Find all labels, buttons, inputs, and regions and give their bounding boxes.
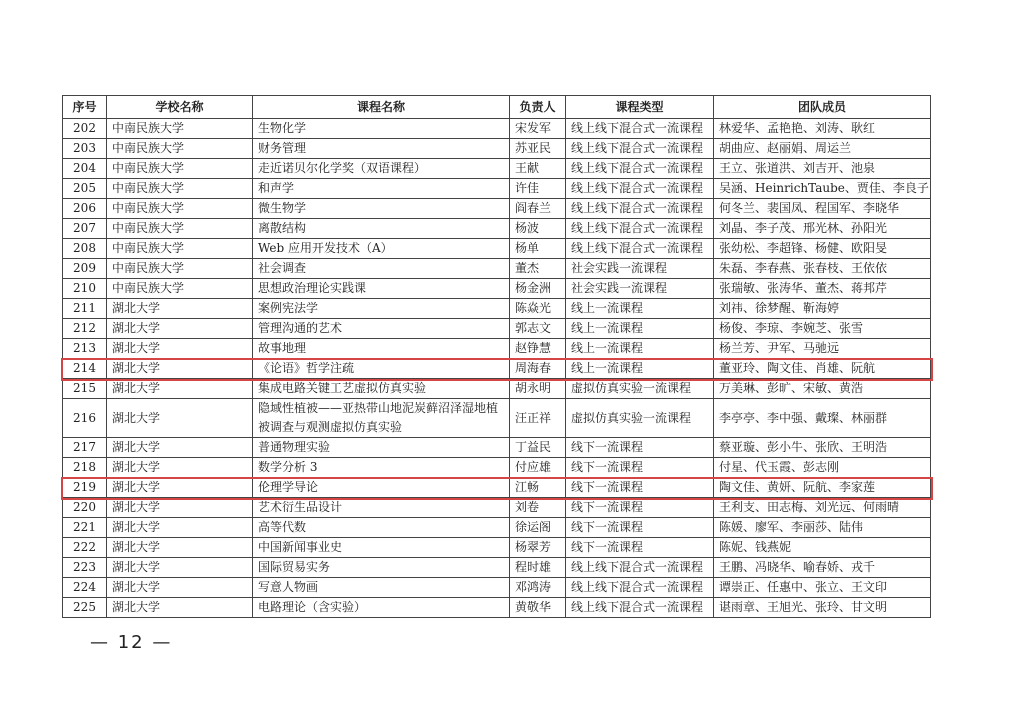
cell-course: 艺术衍生品设计 [253,498,510,518]
cell-lead: 胡永明 [510,379,566,399]
table-row [63,458,931,478]
cell-team: 刘晶、李子茂、邢光林、孙阳光 [714,219,931,239]
cell-type: 线上线下混合式一流课程 [566,578,714,598]
table-row [63,498,931,518]
cell-lead: 陈焱光 [510,299,566,319]
cell-type: 社会实践一流课程 [566,279,714,299]
cell-no: 217 [63,438,107,458]
table-row [63,199,931,219]
cell-type: 社会实践一流课程 [566,259,714,279]
cell-team: 胡曲应、赵丽娟、周运兰 [714,139,931,159]
cell-type: 线上线下混合式一流课程 [566,219,714,239]
cell-lead: 王献 [510,159,566,179]
cell-school: 湖北大学 [107,299,253,319]
cell-type: 线上线下混合式一流课程 [566,159,714,179]
cell-type: 线下一流课程 [566,538,714,558]
cell-team: 陈妮、钱燕妮 [714,538,931,558]
cell-no: 222 [63,538,107,558]
cell-type: 线下一流课程 [566,518,714,538]
cell-lead: 徐运阁 [510,518,566,538]
cell-school: 中南民族大学 [107,239,253,259]
cell-type: 线上线下混合式一流课程 [566,139,714,159]
cell-course: 案例宪法学 [253,299,510,319]
header-lead: 负责人 [510,96,566,119]
cell-school: 湖北大学 [107,319,253,339]
table-row [63,538,931,558]
cell-no: 225 [63,598,107,618]
cell-type: 线下一流课程 [566,478,714,498]
cell-type: 虚拟仿真实验一流课程 [566,399,714,438]
cell-team: 刘祎、徐梦醒、靳海婷 [714,299,931,319]
table-body [63,119,931,618]
cell-school: 中南民族大学 [107,159,253,179]
cell-no: 204 [63,159,107,179]
table-row [63,279,931,299]
cell-type: 线上线下混合式一流课程 [566,199,714,219]
table-row [63,299,931,319]
table-row [63,598,931,618]
table-row [63,399,931,438]
cell-lead: 周海春 [510,359,566,379]
table-row [63,119,931,139]
cell-lead: 杨波 [510,219,566,239]
cell-no: 210 [63,279,107,299]
cell-school: 中南民族大学 [107,219,253,239]
cell-lead: 杨单 [510,239,566,259]
cell-course: 伦理学导论 [253,478,510,498]
cell-team: 付星、代玉霞、彭志刚 [714,458,931,478]
cell-type: 线上线下混合式一流课程 [566,119,714,139]
cell-school: 湖北大学 [107,498,253,518]
cell-type: 线上一流课程 [566,299,714,319]
cell-course: 和声学 [253,179,510,199]
cell-team: 张瑞敏、张涛华、董杰、蒋邦芹 [714,279,931,299]
cell-no: 212 [63,319,107,339]
cell-school: 中南民族大学 [107,199,253,219]
cell-course: 隐域性植被——亚热带山地泥炭藓沼泽湿地植被调查与观测虚拟仿真实验 [253,399,510,438]
cell-lead: 邓鸿涛 [510,578,566,598]
cell-school: 湖北大学 [107,558,253,578]
cell-team: 林爱华、孟艳艳、刘涛、耿红 [714,119,931,139]
cell-no: 202 [63,119,107,139]
cell-course: 国际贸易实务 [253,558,510,578]
cell-team: 张幼松、李超锋、杨健、欧阳旻 [714,239,931,259]
cell-no: 211 [63,299,107,319]
cell-no: 209 [63,259,107,279]
cell-lead: 许佳 [510,179,566,199]
cell-no: 208 [63,239,107,259]
cell-no: 215 [63,379,107,399]
cell-no: 203 [63,139,107,159]
header-type: 课程类型 [566,96,714,119]
table-header-row [63,96,931,119]
header-school: 学校名称 [107,96,253,119]
cell-no: 221 [63,518,107,538]
header-course: 课程名称 [253,96,510,119]
cell-no: 214 [63,359,107,379]
cell-type: 线上线下混合式一流课程 [566,239,714,259]
cell-lead: 黄敬华 [510,598,566,618]
table-row [63,558,931,578]
cell-no: 218 [63,458,107,478]
course-table [62,95,931,618]
cell-team: 杨兰芳、尹军、马驰远 [714,339,931,359]
cell-lead: 杨金洲 [510,279,566,299]
cell-school: 湖北大学 [107,518,253,538]
cell-school: 湖北大学 [107,379,253,399]
cell-course: 管理沟通的艺术 [253,319,510,339]
cell-no: 205 [63,179,107,199]
cell-lead: 苏亚民 [510,139,566,159]
table-row [63,239,931,259]
cell-type: 线上线下混合式一流课程 [566,558,714,578]
cell-team: 蔡亚璇、彭小牛、张欣、王明浩 [714,438,931,458]
cell-type: 线上线下混合式一流课程 [566,598,714,618]
cell-school: 湖北大学 [107,359,253,379]
cell-type: 线上一流课程 [566,339,714,359]
table-row [63,179,931,199]
cell-course: 社会调查 [253,259,510,279]
table-row [63,359,931,379]
table-row [63,339,931,359]
cell-team: 朱磊、李春燕、张春枝、王依依 [714,259,931,279]
cell-lead: 阎春兰 [510,199,566,219]
cell-course: 电路理论（含实验） [253,598,510,618]
cell-school: 中南民族大学 [107,279,253,299]
cell-course: 生物化学 [253,119,510,139]
cell-no: 219 [63,478,107,498]
cell-team: 陈媛、廖军、李丽莎、陆伟 [714,518,931,538]
cell-type: 线下一流课程 [566,438,714,458]
cell-school: 湖北大学 [107,598,253,618]
cell-course: 高等代数 [253,518,510,538]
cell-lead: 宋发军 [510,119,566,139]
cell-course: 中国新闻事业史 [253,538,510,558]
table-row [63,319,931,339]
cell-school: 湖北大学 [107,478,253,498]
cell-team: 万美琳、彭旷、宋敏、黄浩 [714,379,931,399]
cell-school: 湖北大学 [107,578,253,598]
page-number: — 12 — [90,632,173,653]
table-row [63,159,931,179]
cell-course: 故事地理 [253,339,510,359]
cell-course: 集成电路关键工艺虚拟仿真实验 [253,379,510,399]
cell-type: 线上一流课程 [566,359,714,379]
cell-school: 湖北大学 [107,438,253,458]
cell-lead: 刘卷 [510,498,566,518]
cell-no: 206 [63,199,107,219]
cell-school: 湖北大学 [107,399,253,438]
cell-team: 谭崇正、任惠中、张立、王文印 [714,578,931,598]
cell-school: 湖北大学 [107,538,253,558]
cell-school: 中南民族大学 [107,119,253,139]
cell-lead: 郭志文 [510,319,566,339]
table-row [63,259,931,279]
cell-school: 中南民族大学 [107,259,253,279]
table-row [63,438,931,458]
cell-school: 湖北大学 [107,339,253,359]
cell-course: Web 应用开发技术（A） [253,239,510,259]
cell-school: 中南民族大学 [107,179,253,199]
cell-course: 离散结构 [253,219,510,239]
cell-lead: 汪正祥 [510,399,566,438]
cell-type: 虚拟仿真实验一流课程 [566,379,714,399]
cell-team: 王利支、田志梅、刘光远、何雨晴 [714,498,931,518]
cell-type: 线下一流课程 [566,498,714,518]
cell-team: 李亭亭、李中强、戴璨、林丽群 [714,399,931,438]
table-row [63,478,931,498]
cell-course: 《论语》哲学注疏 [253,359,510,379]
cell-course: 走近诺贝尔化学奖（双语课程） [253,159,510,179]
cell-team: 董亚玲、陶文佳、肖雄、阮航 [714,359,931,379]
cell-team: 谌雨章、王旭光、张玲、甘文明 [714,598,931,618]
cell-no: 207 [63,219,107,239]
cell-course: 财务管理 [253,139,510,159]
table-row [63,578,931,598]
cell-lead: 江畅 [510,478,566,498]
cell-lead: 赵铮慧 [510,339,566,359]
cell-lead: 董杰 [510,259,566,279]
cell-school: 湖北大学 [107,458,253,478]
cell-no: 213 [63,339,107,359]
cell-no: 223 [63,558,107,578]
cell-course: 数学分析 3 [253,458,510,478]
cell-team: 杨俊、李琼、李婉芝、张雪 [714,319,931,339]
cell-type: 线下一流课程 [566,458,714,478]
cell-type: 线上一流课程 [566,319,714,339]
table-row [63,518,931,538]
cell-team: 王立、张道洪、刘吉开、池泉 [714,159,931,179]
cell-no: 224 [63,578,107,598]
cell-course: 写意人物画 [253,578,510,598]
cell-lead: 付应雄 [510,458,566,478]
cell-team: 何冬兰、裴国凤、程国军、李晓华 [714,199,931,219]
cell-type: 线上线下混合式一流课程 [566,179,714,199]
table-row [63,219,931,239]
cell-lead: 杨翠芳 [510,538,566,558]
table-row [63,379,931,399]
cell-course: 微生物学 [253,199,510,219]
cell-lead: 丁益民 [510,438,566,458]
cell-team: 王鹏、冯晓华、喻春娇、戎千 [714,558,931,578]
cell-lead: 程时雄 [510,558,566,578]
cell-no: 220 [63,498,107,518]
cell-school: 中南民族大学 [107,139,253,159]
header-no: 序号 [63,96,107,119]
table-row [63,139,931,159]
header-team: 团队成员 [714,96,931,119]
cell-team: 陶文佳、黄妍、阮航、李家莲 [714,478,931,498]
cell-course: 普通物理实验 [253,438,510,458]
cell-no: 216 [63,399,107,438]
cell-team: 吴涵、HeinrichTaube、贾佳、李良子 [714,179,931,199]
cell-course: 思想政治理论实践课 [253,279,510,299]
